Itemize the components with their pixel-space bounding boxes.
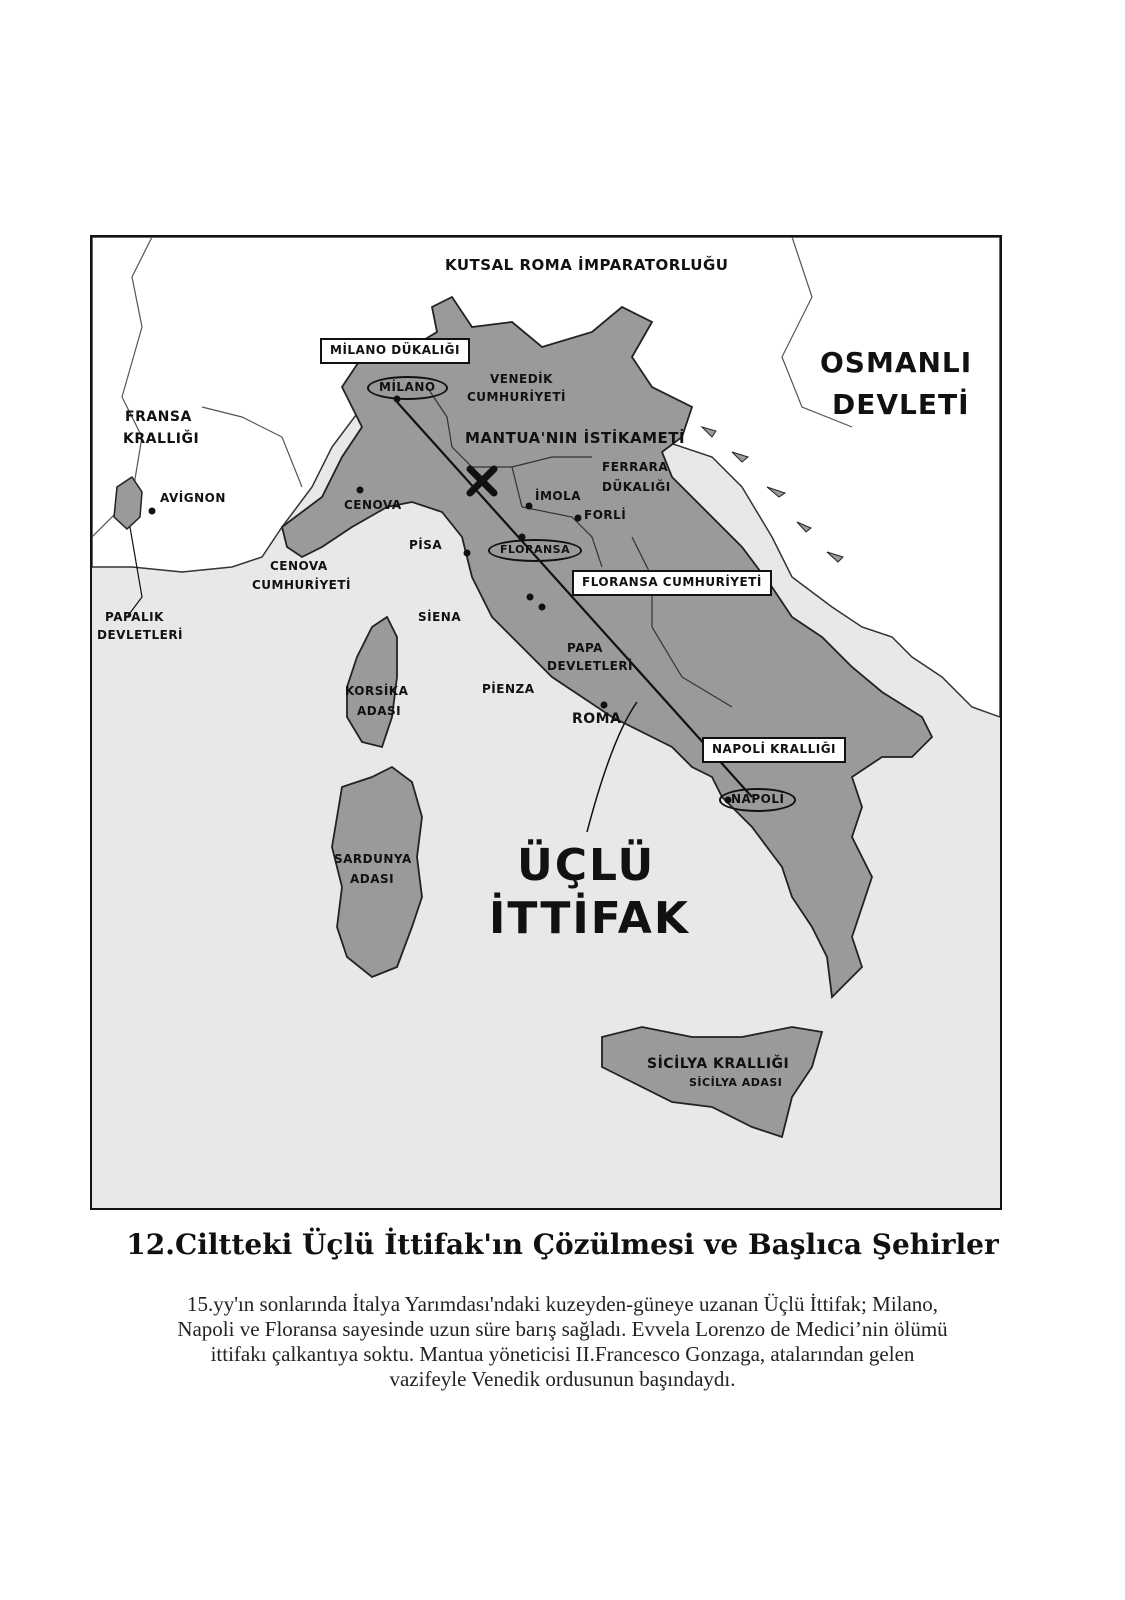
avignon-dot	[149, 508, 156, 515]
label-ferrara-2: DÜKALIĞI	[602, 480, 671, 494]
city-pisa: PİSA	[409, 538, 443, 552]
label-corsica-1: KORSİKA	[345, 684, 409, 698]
map-caption: 12.Ciltteki Üçlü İttifak'ın Çözülmesi ve Başlıca Şehirler	[126, 1228, 999, 1261]
map-frame	[90, 235, 1002, 1210]
city-naples: NAPOLİ	[719, 788, 796, 812]
label-mantua-direction: MANTUA'NIN İSTİKAMETİ	[465, 429, 686, 447]
label-venice-2: CUMHURİYETİ	[467, 390, 567, 404]
city-pienza: PİENZA	[482, 682, 535, 696]
box-naples-kingdom: NAPOLİ KRALLIĞI	[702, 737, 846, 763]
label-alliance-2: İTTİFAK	[489, 893, 690, 944]
pisa-dot	[464, 550, 471, 557]
label-papal-west-1: PAPALIK	[105, 610, 164, 624]
city-florence: FLORANSA	[488, 539, 582, 562]
label-papal-west-2: DEVLETLERİ	[97, 628, 184, 642]
description-line-2: Napoli ve Floransa sayesinde uzun süre barış sağladı. Evvela Lorenzo de Medici’nin ölümü	[177, 1317, 948, 1341]
label-genoa-rep-2: CUMHURİYETİ	[252, 578, 352, 592]
box-florence-republic: FLORANSA CUMHURİYETİ	[572, 570, 772, 596]
label-sicily-island: SİCİLYA ADASI	[689, 1076, 783, 1089]
corsica-island	[347, 617, 397, 747]
label-ferrara-1: FERRARA	[602, 460, 669, 474]
label-france-2: KRALLIĞI	[123, 431, 200, 447]
label-sicily-kingdom: SİCİLYA KRALLIĞI	[647, 1056, 790, 1072]
label-ottoman-2: DEVLETİ	[832, 388, 970, 421]
description-line-1: 15.yy'ın sonlarında İtalya Yarımdası'ndaki kuzeyden-güneye uzanan Üçlü İttifak; Milano,	[186, 1292, 939, 1316]
city-avignon: AVİGNON	[160, 491, 226, 505]
description-line-3: ittifakı çalkantıya soktu. Mantua yöneticisi II.Francesco Gonzaga, atalarından gelen	[210, 1342, 915, 1366]
city-rome: ROMA	[572, 711, 622, 727]
city-imola: İMOLA	[535, 489, 582, 503]
label-genoa-rep-1: CENOVA	[270, 559, 328, 573]
pienza-dot	[539, 604, 546, 611]
city-genoa: CENOVA	[344, 498, 402, 512]
imola-dot	[526, 503, 533, 510]
genoa-dot	[357, 487, 364, 494]
label-hre: KUTSAL ROMA İMPARATORLUĞU	[445, 256, 729, 274]
label-sardinia-1: SARDUNYA	[334, 852, 412, 866]
label-sardinia-2: ADASI	[350, 872, 395, 886]
label-venice-1: VENEDİK	[490, 372, 553, 386]
siena-dot	[527, 594, 534, 601]
city-forli: FORLİ	[584, 508, 627, 522]
rome-dot	[601, 702, 608, 709]
box-milan-duchy: MİLANO DÜKALIĞI	[320, 338, 470, 364]
city-milan: MİLANO	[367, 376, 448, 400]
description-line-4: vazifeyle Venedik ordusunun başındaydı.	[389, 1367, 736, 1391]
map-description	[100, 1292, 1025, 1392]
label-papal-1: PAPA	[567, 641, 603, 655]
forli-dot	[575, 515, 582, 522]
label-corsica-2: ADASI	[357, 704, 402, 718]
label-alliance-1: ÜÇLÜ	[517, 840, 656, 891]
label-papal-2: DEVLETLERİ	[547, 659, 634, 673]
label-france-1: FRANSA	[125, 409, 192, 425]
city-siena: SİENA	[418, 610, 462, 624]
label-ottoman-1: OSMANLI	[820, 346, 973, 379]
